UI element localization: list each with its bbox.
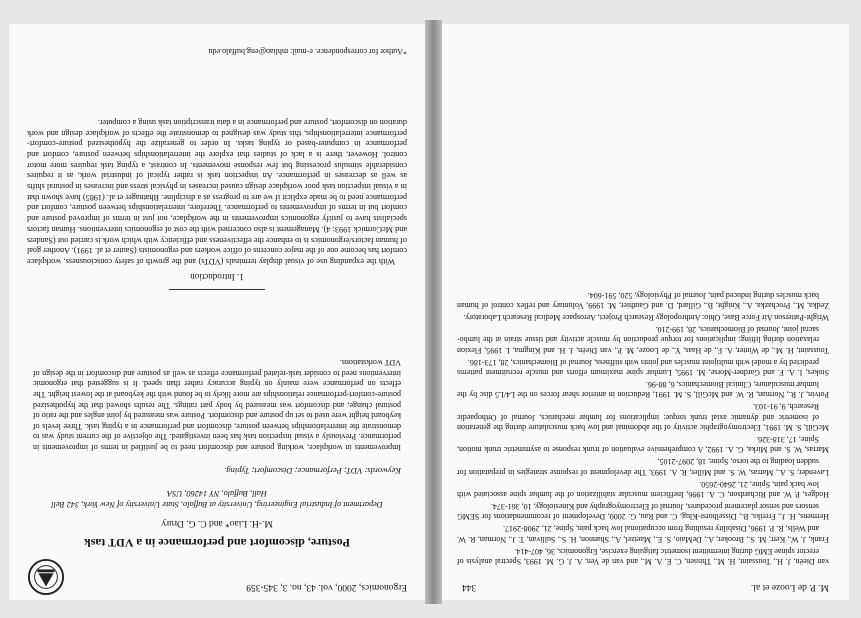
- reference-entry: Marras, W. S. and Mirka, G. A. 1992, A comprehensive evaluation of trunk response to asymmetric trunk motion, Spine, 17, 318-326.: [457, 435, 829, 455]
- reference-entry: van Dieën, J. H., Toussaint, H. M., Thissen, C. E. A. M., and van de Ven, A. J. G. M. 1993, Spectral analysis of erector spinae EMG during intermittent isometric fatiguing exercise, Ergonomics, 36, 407-414.: [457, 546, 829, 566]
- abstract-text: Improvements in workplace, working posture and discomfort need to be justified in terms of improvements in performance. Previously a visual inspection task has been investigated. The objective of the current study was to demonstrate the interrelationships between posture, discomfort and performance in a typing task. Three levels of keyboard height were used to set up posture and discomfort. Posture was measured by joint angles and the ratio of postural change, and discomfort was measured by body part ratings. The results showed that the hypothesized posture-comfort-performance relationships are more likely to be found with the keyboard at the lowest height. The effects on performance were mainly on typing accuracy rather than speed. It is suggested that ergonomic interventions need to consider task-related performance effects as well as posture and discomfort in the design of VDT workstations.: [33, 358, 401, 452]
- reference-entry: Toussaint, H. M., de Winter, A. F., de Haas, Y., de Looze, M. P., van Dieën, J. H. and Kingma, I. 1995, Flexion relaxation during lifting: implications for torque production by muscle activity and tissue strain at the lumbo-sacral joint, Journal of Biomechanics, 28, 199-210.: [457, 324, 829, 355]
- reference-entry: McGill, S. M. 1991, Electromyographic activity of the abdominal and low back musculature during the generation of isometric and dynamic axial trunk torque: implications for lumbar mechanics, Journal of Orthopaedic Research, 9, 91-103.: [457, 402, 829, 433]
- reference-entry: Zedka, M., Prochazka, A., Knight, B., Gillard, D. and Gauthier, M. 1999, Voluntary and reflex control of human back muscles during induced pain, Journal of Physiology, 520, 591-604.: [457, 290, 829, 311]
- keywords-line: Keywords: VDT; Performance; Discomfort; Typing.: [224, 466, 401, 476]
- article-title: Posture, discomfort and performance in a VDT task: [84, 536, 350, 550]
- reference-entry: Hermens, H. J., Freriks, B., Disselhorst-Klug, C. and Rau, G. 2000, Development of recommendations for SEMG sensors and sensor placement procedures, Journal of Electromyography and Kinesiology, 10, 361-374.: [457, 501, 829, 522]
- article-authors: M.-H. Liao* and C. G. Drury: [161, 518, 273, 528]
- reference-entry: Lavender, S. A., Marras, W. S. and Miller, R. A. 1993, The development of response strategies in preparation for sudden loading to the torso, Spine, 18, 2097-2105.: [457, 457, 829, 477]
- correspondence-footnote: *Author for correspondence. e-mail: mhliao@eng.buffalo.edu: [208, 47, 407, 56]
- book-gutter: [425, 20, 442, 604]
- publisher-logo-icon: [27, 558, 65, 596]
- reference-entry: Wright-Patterson Air Force Base, Ohio: Anthropology Research Project, Aerospace Medical Research Laboratory.: [463, 313, 829, 323]
- reference-entry: Hodges, P. W. and Richardson, C. A. 1996, Inefficient muscular stabilization of the lumbar spine associated with low back pain, Spine, 21, 2640-2650.: [457, 479, 829, 500]
- introduction-body: [27, 116, 407, 266]
- reference-entry: Potvin, J. R., Norman, R. W. and McGill, S. M. 1991, Reduction in anterior shear forces on the L4/L5 disc by the lumbar musculature, Clinical Biomechanics, 6, 88-96.: [457, 380, 829, 400]
- reference-entry: Frank, J. W., Kerr, M. S., Brooker, A., DeMaio, S. E., Maetzel, A., Shannon, H. S., Sullivan, T. J., Norman, R. W. and Wells, R. P. 1996, Disability resulting from occupational low back pain, Spine, 21, 2908-2917.: [457, 524, 829, 544]
- left-page: [442, 24, 849, 600]
- running-header-authors: M. P. de Looze et al.: [750, 582, 829, 592]
- author-affiliation: Department of Industrial Engineering, University at Buffalo, State University of New York, 342 Bell Hall, Buffalo, NY 14260, USA: [51, 489, 383, 509]
- section-heading-introduction: 1. Introduction: [190, 272, 244, 282]
- section-divider: [169, 289, 265, 290]
- page-number: 344: [462, 582, 477, 592]
- introduction-paragraph: With the expanding use of visual display terminals (VDTs) and the growth of safety consciousness, workplace comfort has become one of the major concerns of office workers and ergonomists (Sauter et al. 1991). Another goal of human factors/ergonomics is to enhance the effectiveness and efficiency with which work is carried out (Sanders and McCormick 1993: 4). Management is also concerned with the cost of ergonomics interventions. Human factors specialists have to justify ergonomics improvements in the workplace, not just in terms of improved posture and comfort but in terms of improvements to performance. Therefore, interrelationships between posture, comfort and performance need to be made explicit if we are to progress as a discipline. Bhatnager et al. (1985) have shown that in a visual inspection task poor workplace design caused increases in physical stress and increases in postural shifts as well as decreases in performance. An inspection task is rather typical of industrial work, as it requires considerable stimulus processing but few response movements. In contrast, a typing task requires more motor control. However, there is a lack of studies that explore the interrelationships between posture, comfort and performance in computer-based or typing tasks. In order to generalize the hypothesized posture-comfort-performance interrelationships, this study was designed to demonstrate the effects of workplace design and work duration on discomfort, posture and performance in a data transcription task using a computer.: [27, 117, 407, 266]
- right-page: [9, 24, 425, 600]
- reference-list: [457, 288, 829, 566]
- journal-citation: Ergonomics, 2000, vol. 43, no. 3, 345-359: [246, 582, 407, 592]
- reference-entry: Stokes, I. A. F. and Gardner-Morse, M. 1995, Lumbar spine maximum efforts and muscle recruitment patterns predicted by a model with multijoint muscles and joints with stiffness, Journal of Biomechanics, 28, 173-186.: [457, 357, 829, 378]
